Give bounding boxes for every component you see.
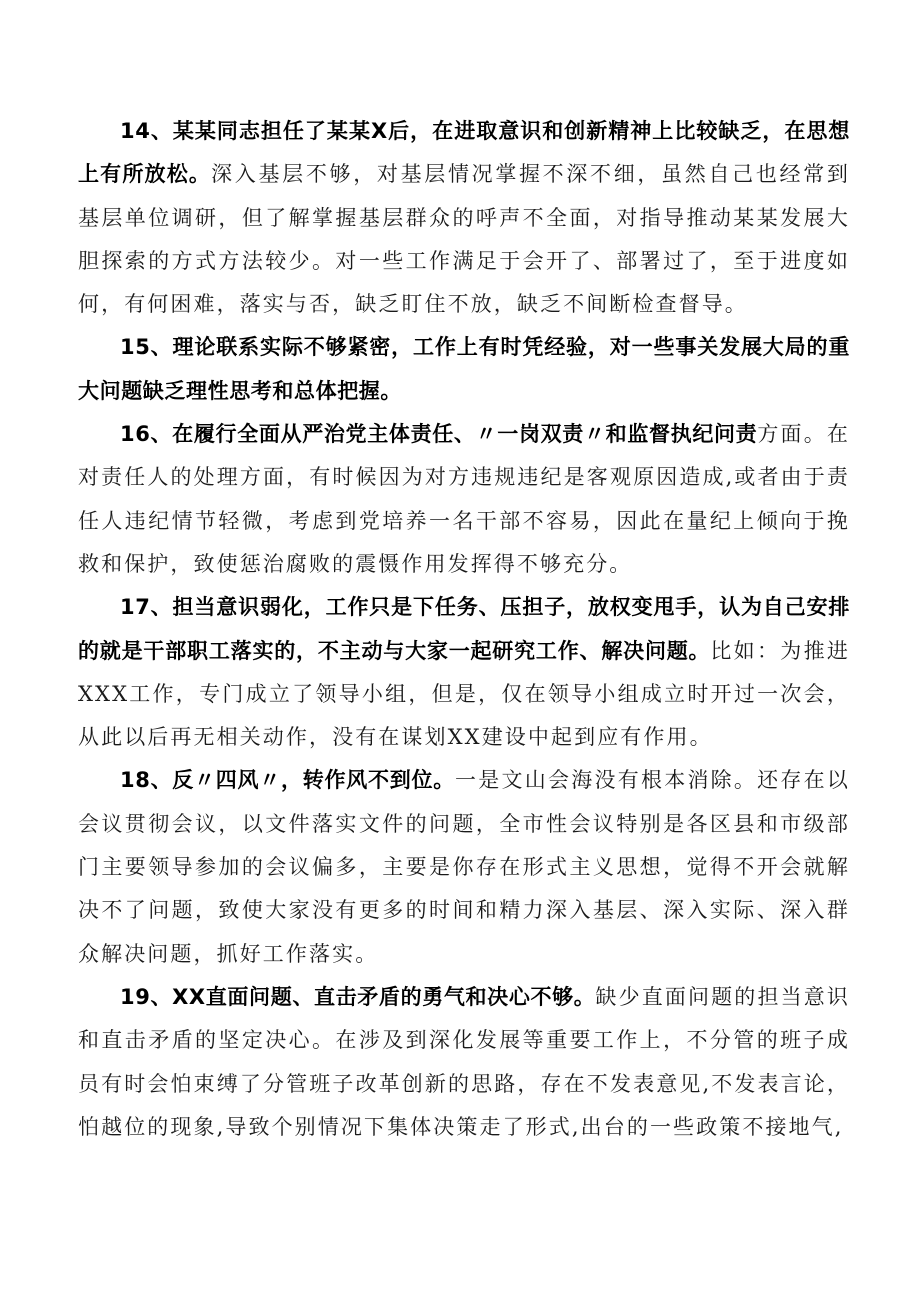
paragraph-heading: 17、担当意识弱化，工作只是下任务、压担子，放权变甩手，认为自己安排的就是干部职工落实的，不主动与大家一起研究工作、解决问题。 [78,595,850,663]
paragraph-19 [78,976,850,1149]
paragraph-16 [78,413,850,586]
paragraph-body: 方面。在对责任人的处理方面，有时候因为对方违规违纪是客观原因造成,或者由于责任人违纪情节轻微，考虑到党培养一名干部不容易，因此在量纪上倾向于挽救和保护，致使惩治腐败的震慑作用发挥得不够充分。 [78,422,850,576]
paragraph-heading: 15、理论联系实际不够紧密，工作上有时凭经验，对一些事关发展大局的重大问题缺乏理性思考和总体把握。 [78,335,850,403]
paragraph-heading: 16、在履行全面从严治党主体责任、〃一岗双责〃和监督执纪问责 [120,422,758,447]
paragraph-body: 比如：为推进XXX工作，专门成立了领导小组，但是，仅在领导小组成立时开过一次会，从此以后再无相关动作，没有在谋划XX建设中起到应有作用。 [78,638,850,750]
paragraph-heading: 14、某某同志担任了某某X后，在进取意识和创新精神上比较缺乏，在思想上有所放松。 [78,119,850,187]
paragraph-heading: 19、XX直面问题、直击矛盾的勇气和决心不够。 [120,984,596,1009]
paragraph-15 [78,326,850,413]
paragraph-17 [78,586,850,759]
paragraph-body: 缺少直面问题的担当意识和直击矛盾的坚定决心。在涉及到深化发展等重要工作上，不分管的班子成员有时会怕束缚了分管班子改革创新的思路，存在不发表意见,不发表言论，怕越位的现象,导致个别情况下集体决策走了形式,出台的一些政策不接地气, [78,984,850,1139]
paragraph-heading: 18、反〃四风〃，转作风不到位。 [120,768,455,793]
paragraph-body: 一是文山会海没有根本消除。还存在以会议贯彻会议，以文件落实文件的问题，全市性会议特别是各区县和市级部门主要领导参加的会议偏多，主要是你存在形式主义思想，觉得不开会就解决不了问题，致使大家没有更多的时间和精力深入基层、深入实际、深入群众解决问题，抓好工作落实。 [78,768,851,966]
paragraph-body: 深入基层不够，对基层情况掌握不深不细，虽然自己也经常到基层单位调研，但了解掌握基层群众的呼声不全面，对指导推动某某发展大胆探索的方式方法较少。对一些工作满足于会开了、部署过了，至于进度如何，有何困难，落实与否，缺乏盯住不放，缺乏不间断检查督导。 [78,162,850,317]
paragraph-14 [78,110,850,326]
document-page [78,110,850,1149]
paragraph-18 [78,759,850,975]
